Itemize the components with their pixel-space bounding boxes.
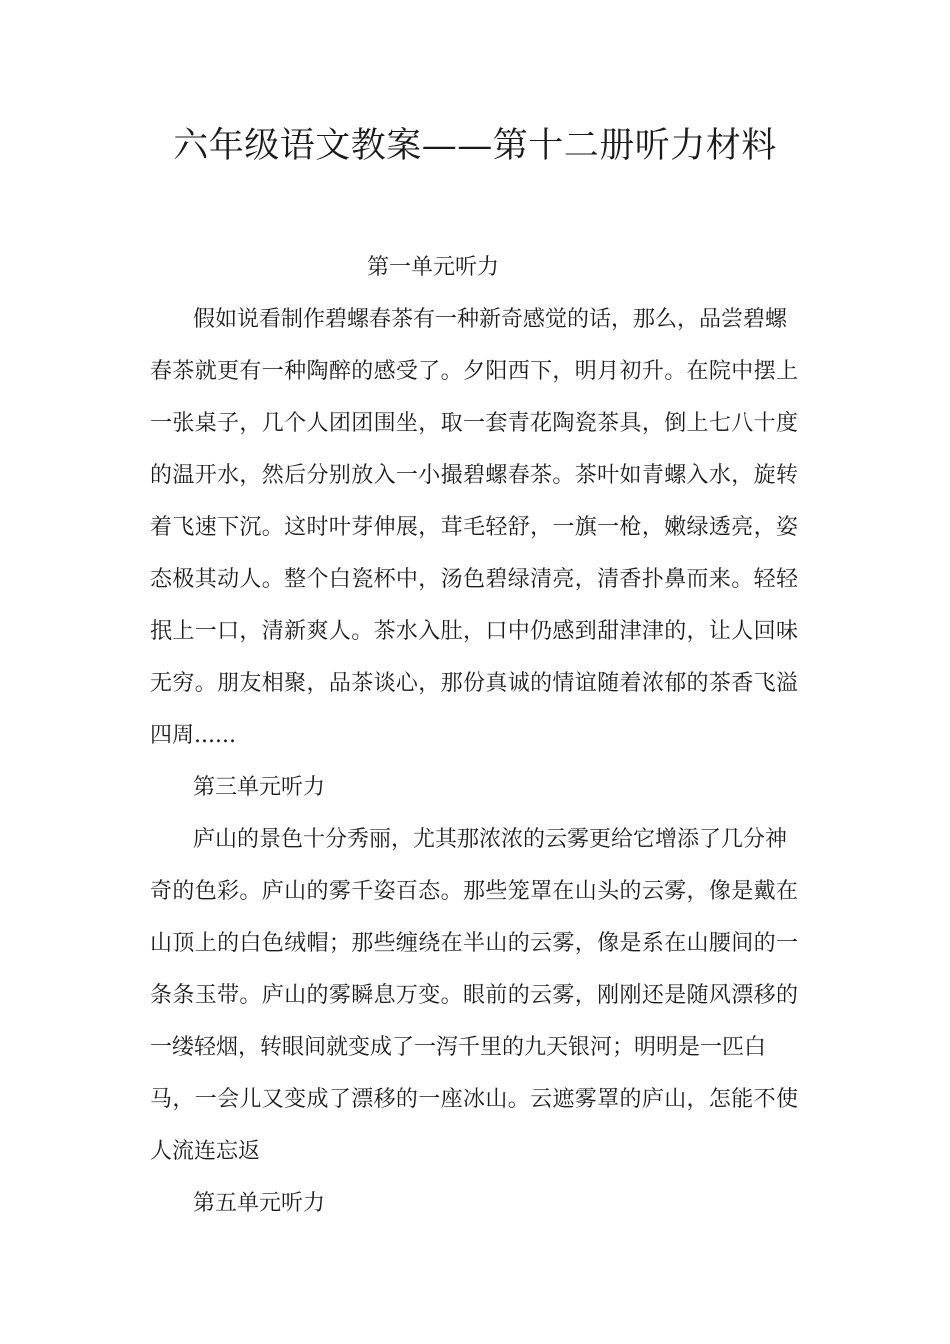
paragraph-line: 态极其动人。整个白瓷杯中，汤色碧绿清亮，清香扑鼻而来。轻轻 (150, 567, 798, 592)
paragraph-line: 无穷。朋友相聚，品茶谈心，那份真诚的情谊随着浓郁的茶香飞溢 (150, 671, 798, 696)
section-heading: 第三单元听力 (193, 775, 326, 800)
section-heading: 第五单元听力 (193, 1191, 326, 1216)
paragraph-line: 条条玉带。庐山的雾瞬息万变。眼前的云雾，刚刚还是随风漂移的 (150, 983, 798, 1008)
paragraph-line: 抿上一口，清新爽人。茶水入肚，口中仍感到甜津津的，让人回味 (150, 619, 798, 644)
document-title: 六年级语文教案——第十二册听力材料 (173, 126, 777, 166)
paragraph-line: 奇的色彩。庐山的雾千姿百态。那些笼罩在山头的云雾，像是戴在 (150, 879, 798, 904)
paragraph-line: 一缕轻烟，转眼间就变成了一泻千里的九天银河；明明是一匹白 (150, 1035, 767, 1060)
paragraph-line: 庐山的景色十分秀丽，尤其那浓浓的云雾更给它增添了几分神 (193, 827, 788, 852)
paragraph-line: 人流连忘返 (150, 1139, 261, 1164)
paragraph-line: 假如说看制作碧螺春茶有一种新奇感觉的话，那么，品尝碧螺 (193, 307, 788, 332)
paragraph-line: 山顶上的白色绒帽；那些缠绕在半山的云雾，像是系在山腰间的一 (150, 931, 798, 956)
paragraph-line: 的温开水，然后分别放入一小撮碧螺春茶。茶叶如青螺入水，旋转 (150, 463, 798, 488)
paragraph-line: 马，一会儿又变成了漂移的一座冰山。云遮雾罩的庐山，怎能不使 (150, 1087, 798, 1112)
paragraph-line: 四周...... (150, 723, 236, 748)
section-heading: 第一单元听力 (367, 255, 500, 280)
paragraph-line: 着飞速下沉。这时叶芽伸展，茸毛轻舒，一旗一枪，嫩绿透亮，姿 (150, 515, 798, 540)
paragraph-line: 一张桌子，几个人团团围坐，取一套青花陶瓷茶具，倒上七八十度 (150, 411, 798, 436)
paragraph-line: 春茶就更有一种陶醉的感受了。夕阳西下，明月初升。在院中摆上 (150, 359, 798, 384)
